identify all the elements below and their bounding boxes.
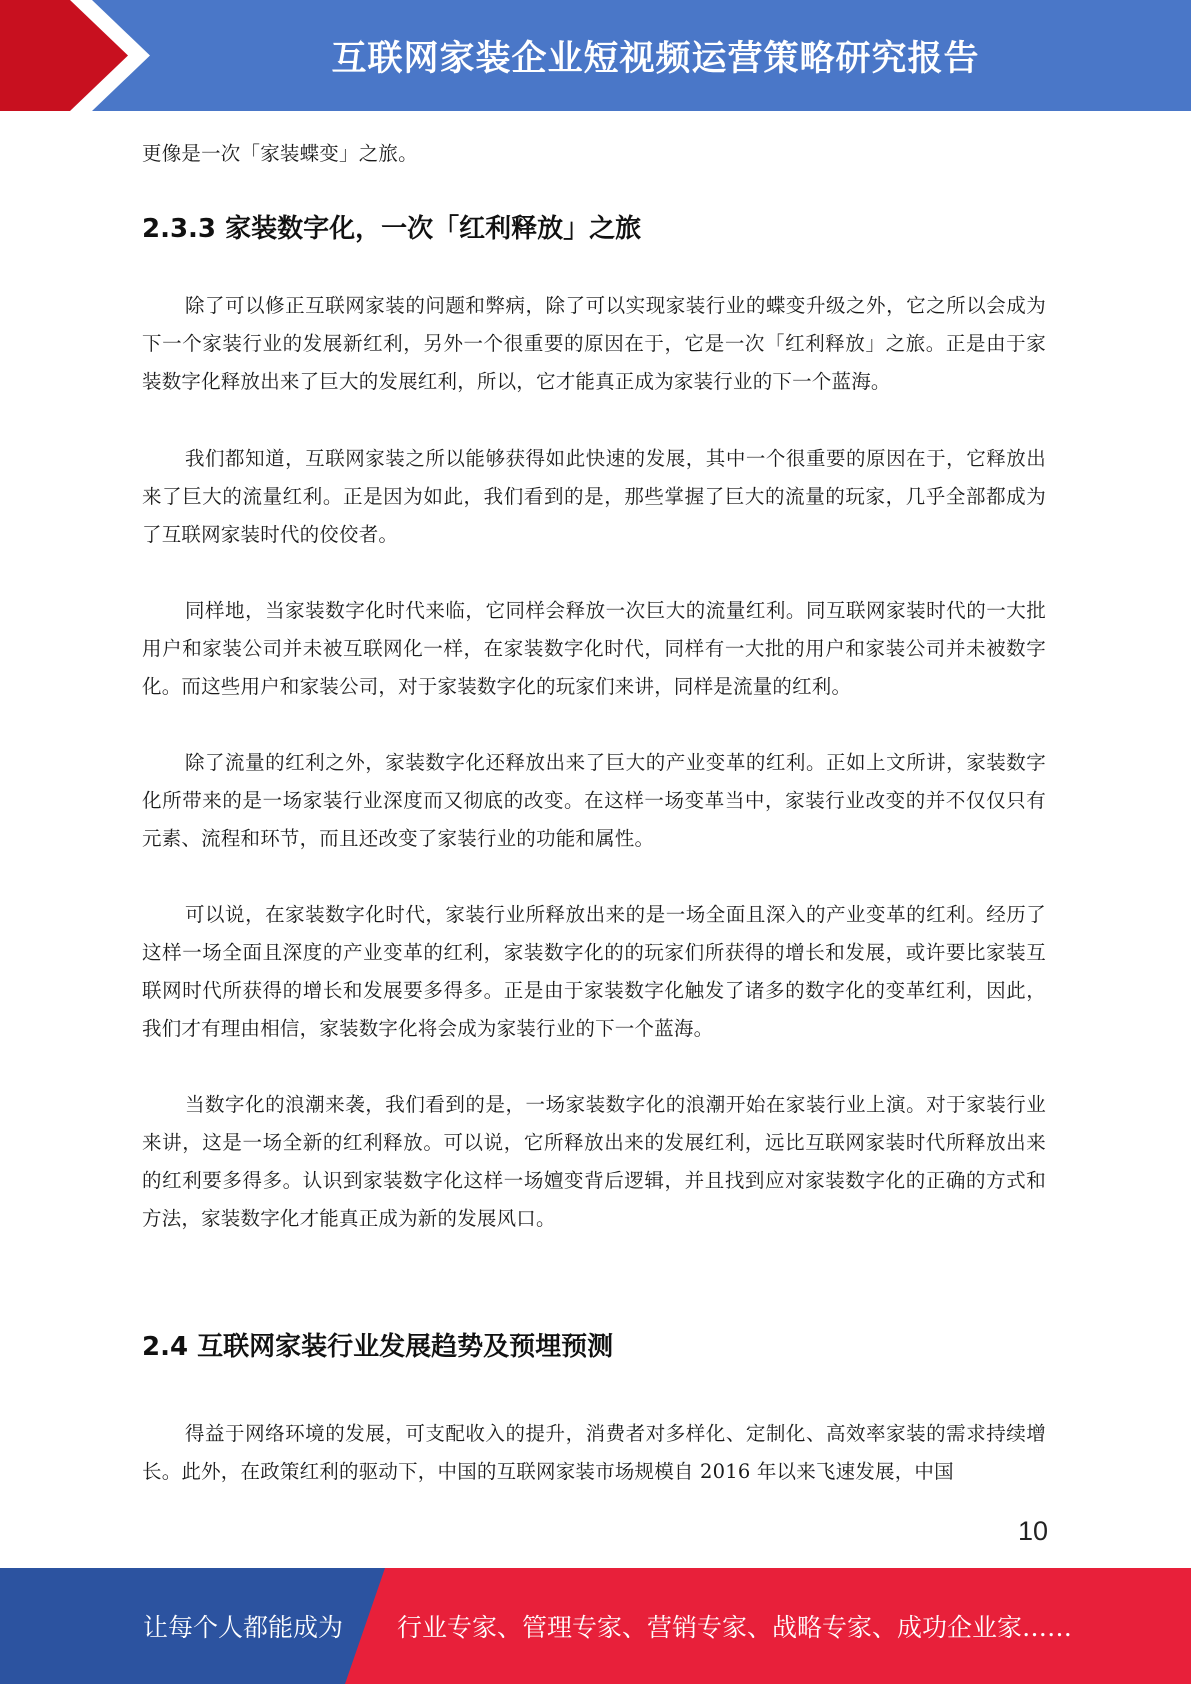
paragraph: 当数字化的浪潮来袭，我们看到的是，一场家装数字化的浪潮开始在家装行业上演。对于家装行业来讲，这是一场全新的红利释放。可以说，它所释放出来的发展红利，远比互联网家装时代所释放出来的红利要多得多。认识到家装数字化这样一场嬗变背后逻辑，并且找到应对家装数字化的正确的方式和方法，家装数字化才能真正成为新的发展风口。 bbox=[142, 1093, 1046, 1230]
paragraph: 除了流量的红利之外，家装数字化还释放出来了巨大的产业变革的红利。正如上文所讲，家装数字化所带来的是一场家装行业深度而又彻底的改变。在这样一场变革当中，家装行业改变的并不仅仅只有元素、流程和环节，而且还改变了家装行业的功能和属性。 bbox=[142, 751, 1046, 850]
paragraph: 除了可以修正互联网家装的问题和弊病，除了可以实现家装行业的蝶变升级之外，它之所以会成为下一个家装行业的发展新红利，另外一个很重要的原因在于，它是一次「红利释放」之旅。正是由于家装数字化释放出来了巨大的发展红利，所以，它才能真正成为家装行业的下一个蓝海。 bbox=[142, 294, 1046, 393]
continuation-text: 更像是一次「家装蝶变」之旅。 bbox=[142, 142, 418, 165]
page-header bbox=[0, 0, 1191, 111]
paragraph: 得益于网络环境的发展，可支配收入的提升，消费者对多样化、定制化、高效率家装的需求持续增长。此外，在政策红利的驱动下，中国的互联网家装市场规模自 2016 年以来飞速发展，中国 bbox=[142, 1422, 1046, 1483]
paragraph: 我们都知道，互联网家装之所以能够获得如此快速的发展，其中一个很重要的原因在于，它释放出来了巨大的流量红利。正是因为如此，我们看到的是，那些掌握了巨大的流量的玩家，几乎全部都成为了互联网家装时代的佼佼者。 bbox=[142, 447, 1046, 546]
footer-slogan-left: 让每个人都能成为 bbox=[143, 1613, 344, 1642]
section-heading-2-3-3: 2.3.3 家装数字化，一次「红利释放」之旅 bbox=[142, 214, 642, 244]
paragraph: 同样地，当家装数字化时代来临，它同样会释放一次巨大的流量红利。同互联网家装时代的一大批用户和家装公司并未被互联网化一样，在家装数字化时代，同样有一大批的用户和家装公司并未被数字化。而这些用户和家装公司，对于家装数字化的玩家们来讲，同样是流量的红利。 bbox=[142, 599, 1046, 698]
page-number: 10 bbox=[1017, 1516, 1048, 1546]
header-arrow-decoration bbox=[0, 0, 160, 111]
footer-slogan-right: 行业专家、管理专家、营销专家、战略专家、成功企业家…… bbox=[397, 1613, 1073, 1642]
report-title: 互联网家装企业短视频运营策略研究报告 bbox=[331, 38, 980, 79]
paragraph: 可以说，在家装数字化时代，家装行业所释放出来的是一场全面且深入的产业变革的红利。经历了这样一场全面且深度的产业变革的红利，家装数字化的的玩家们所获得的增长和发展，或许要比家装互联网时代所获得的增长和发展要多得多。正是由于家装数字化触发了诸多的数字化的变革红利，因此，我们才有理由相信，家装数字化将会成为家装行业的下一个蓝海。 bbox=[142, 903, 1046, 1040]
page-footer bbox=[0, 1568, 1191, 1684]
section-heading-2-4: 2.4 互联网家装行业发展趋势及预埋预测 bbox=[142, 1332, 614, 1362]
